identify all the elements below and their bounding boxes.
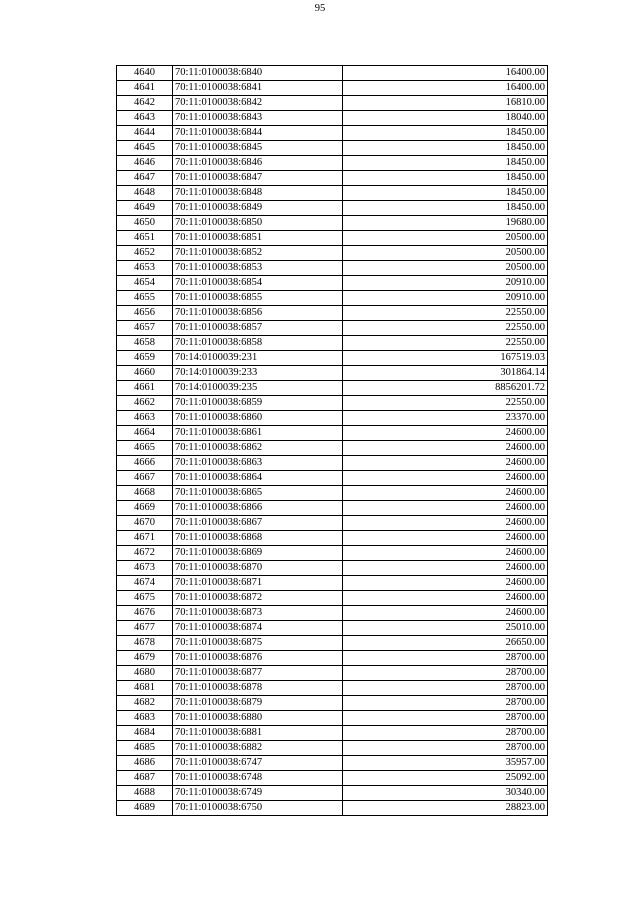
table-row	[117, 666, 548, 681]
page-number: 95	[314, 3, 326, 14]
value-cell: 28700.00	[343, 741, 548, 756]
row-number-cell: 4656	[117, 306, 173, 321]
cadastral-number-cell: 70:11:0100038:6869	[173, 546, 343, 561]
value-cell: 18450.00	[343, 171, 548, 186]
value-cell: 28700.00	[343, 681, 548, 696]
value-cell: 24600.00	[343, 486, 548, 501]
cadastral-number-cell: 70:14:0100039:233	[173, 366, 343, 381]
row-number-cell: 4670	[117, 516, 173, 531]
value-cell: 28700.00	[343, 726, 548, 741]
cadastral-number-cell: 70:11:0100038:6849	[173, 201, 343, 216]
value-cell: 18450.00	[343, 186, 548, 201]
table-row	[117, 651, 548, 666]
cadastral-number-cell: 70:11:0100038:6853	[173, 261, 343, 276]
cadastral-number-cell: 70:11:0100038:6881	[173, 726, 343, 741]
table-row	[117, 741, 548, 756]
cadastral-number-cell: 70:11:0100038:6857	[173, 321, 343, 336]
row-number-cell: 4653	[117, 261, 173, 276]
value-cell: 24600.00	[343, 606, 548, 621]
row-number-cell: 4686	[117, 756, 173, 771]
table-row	[117, 681, 548, 696]
table-row	[117, 276, 548, 291]
value-cell: 26650.00	[343, 636, 548, 651]
cadastral-number-cell: 70:11:0100038:6749	[173, 786, 343, 801]
cadastral-number-cell: 70:11:0100038:6846	[173, 156, 343, 171]
row-number-cell: 4659	[117, 351, 173, 366]
row-number-cell: 4650	[117, 216, 173, 231]
value-cell: 20500.00	[343, 231, 548, 246]
cadastral-number-cell: 70:11:0100038:6877	[173, 666, 343, 681]
row-number-cell: 4641	[117, 81, 173, 96]
cadastral-number-cell: 70:11:0100038:6867	[173, 516, 343, 531]
row-number-cell: 4655	[117, 291, 173, 306]
row-number-cell: 4654	[117, 276, 173, 291]
cadastral-number-cell: 70:11:0100038:6852	[173, 246, 343, 261]
value-cell: 22550.00	[343, 336, 548, 351]
value-cell: 18040.00	[343, 111, 548, 126]
table-row	[117, 156, 548, 171]
row-number-cell: 4664	[117, 426, 173, 441]
table-row	[117, 171, 548, 186]
row-number-cell: 4640	[117, 66, 173, 81]
value-cell: 28823.00	[343, 801, 548, 816]
value-cell: 24600.00	[343, 426, 548, 441]
cadastral-number-cell: 70:11:0100038:6870	[173, 561, 343, 576]
row-number-cell: 4685	[117, 741, 173, 756]
table-row	[117, 471, 548, 486]
row-number-cell: 4645	[117, 141, 173, 156]
value-cell: 20500.00	[343, 246, 548, 261]
value-cell: 25092.00	[343, 771, 548, 786]
cadastral-number-cell: 70:11:0100038:6842	[173, 96, 343, 111]
table-row	[117, 546, 548, 561]
value-cell: 18450.00	[343, 126, 548, 141]
cadastral-number-cell: 70:11:0100038:6859	[173, 396, 343, 411]
value-cell: 16400.00	[343, 81, 548, 96]
value-cell: 16400.00	[343, 66, 548, 81]
table-row	[117, 441, 548, 456]
row-number-cell: 4663	[117, 411, 173, 426]
row-number-cell: 4683	[117, 711, 173, 726]
value-cell: 35957.00	[343, 756, 548, 771]
table-row	[117, 516, 548, 531]
cadastral-number-cell: 70:11:0100038:6750	[173, 801, 343, 816]
table-row	[117, 591, 548, 606]
row-number-cell: 4679	[117, 651, 173, 666]
table-row	[117, 561, 548, 576]
value-cell: 28700.00	[343, 711, 548, 726]
table-row	[117, 711, 548, 726]
table-row	[117, 216, 548, 231]
table-row	[117, 531, 548, 546]
value-cell: 16810.00	[343, 96, 548, 111]
value-cell: 18450.00	[343, 156, 548, 171]
value-cell: 24600.00	[343, 546, 548, 561]
table-row	[117, 336, 548, 351]
table-row	[117, 486, 548, 501]
table-row	[117, 96, 548, 111]
cadastral-number-cell: 70:11:0100038:6878	[173, 681, 343, 696]
table-row	[117, 141, 548, 156]
value-cell: 24600.00	[343, 501, 548, 516]
row-number-cell: 4672	[117, 546, 173, 561]
cadastral-number-cell: 70:14:0100039:231	[173, 351, 343, 366]
cadastral-number-cell: 70:11:0100038:6866	[173, 501, 343, 516]
table-row	[117, 231, 548, 246]
cadastral-value-table	[116, 65, 548, 816]
cadastral-number-cell: 70:11:0100038:6868	[173, 531, 343, 546]
table-row	[117, 381, 548, 396]
cadastral-number-cell: 70:11:0100038:6862	[173, 441, 343, 456]
row-number-cell: 4657	[117, 321, 173, 336]
row-number-cell: 4681	[117, 681, 173, 696]
table-row	[117, 306, 548, 321]
cadastral-number-cell: 70:11:0100038:6840	[173, 66, 343, 81]
table-row	[117, 201, 548, 216]
table-row	[117, 456, 548, 471]
cadastral-number-cell: 70:11:0100038:6844	[173, 126, 343, 141]
table-row	[117, 636, 548, 651]
row-number-cell: 4689	[117, 801, 173, 816]
cadastral-number-cell: 70:11:0100038:6850	[173, 216, 343, 231]
table-row	[117, 366, 548, 381]
row-number-cell: 4647	[117, 171, 173, 186]
value-cell: 24600.00	[343, 441, 548, 456]
row-number-cell: 4648	[117, 186, 173, 201]
cadastral-number-cell: 70:11:0100038:6843	[173, 111, 343, 126]
table-row	[117, 246, 548, 261]
row-number-cell: 4687	[117, 771, 173, 786]
row-number-cell: 4662	[117, 396, 173, 411]
table-row	[117, 66, 548, 81]
cadastral-number-cell: 70:14:0100039:235	[173, 381, 343, 396]
cadastral-number-cell: 70:11:0100038:6875	[173, 636, 343, 651]
row-number-cell: 4643	[117, 111, 173, 126]
value-cell: 20910.00	[343, 276, 548, 291]
row-number-cell: 4677	[117, 621, 173, 636]
row-number-cell: 4671	[117, 531, 173, 546]
value-cell: 23370.00	[343, 411, 548, 426]
cadastral-number-cell: 70:11:0100038:6864	[173, 471, 343, 486]
table-row	[117, 396, 548, 411]
table-row	[117, 111, 548, 126]
value-cell: 22550.00	[343, 306, 548, 321]
row-number-cell: 4658	[117, 336, 173, 351]
value-cell: 167519.03	[343, 351, 548, 366]
value-cell: 28700.00	[343, 666, 548, 681]
value-cell: 24600.00	[343, 576, 548, 591]
value-cell: 301864.14	[343, 366, 548, 381]
value-cell: 22550.00	[343, 321, 548, 336]
value-cell: 19680.00	[343, 216, 548, 231]
row-number-cell: 4680	[117, 666, 173, 681]
row-number-cell: 4682	[117, 696, 173, 711]
row-number-cell: 4673	[117, 561, 173, 576]
row-number-cell: 4660	[117, 366, 173, 381]
cadastral-number-cell: 70:11:0100038:6748	[173, 771, 343, 786]
row-number-cell: 4674	[117, 576, 173, 591]
value-cell: 25010.00	[343, 621, 548, 636]
cadastral-number-cell: 70:11:0100038:6841	[173, 81, 343, 96]
table-row	[117, 771, 548, 786]
table-row	[117, 801, 548, 816]
row-number-cell: 4646	[117, 156, 173, 171]
cadastral-number-cell: 70:11:0100038:6856	[173, 306, 343, 321]
row-number-cell: 4668	[117, 486, 173, 501]
cadastral-number-cell: 70:11:0100038:6873	[173, 606, 343, 621]
value-cell: 20910.00	[343, 291, 548, 306]
row-number-cell: 4667	[117, 471, 173, 486]
cadastral-number-cell: 70:11:0100038:6871	[173, 576, 343, 591]
row-number-cell: 4665	[117, 441, 173, 456]
cadastral-number-cell: 70:11:0100038:6854	[173, 276, 343, 291]
row-number-cell: 4684	[117, 726, 173, 741]
row-number-cell: 4688	[117, 786, 173, 801]
table-row	[117, 426, 548, 441]
value-cell: 24600.00	[343, 531, 548, 546]
row-number-cell: 4675	[117, 591, 173, 606]
table-row	[117, 261, 548, 276]
cadastral-number-cell: 70:11:0100038:6858	[173, 336, 343, 351]
table-row	[117, 576, 548, 591]
table-row	[117, 756, 548, 771]
table-row	[117, 186, 548, 201]
cadastral-number-cell: 70:11:0100038:6851	[173, 231, 343, 246]
value-cell: 24600.00	[343, 561, 548, 576]
table-body	[117, 66, 548, 816]
cadastral-number-cell: 70:11:0100038:6860	[173, 411, 343, 426]
table-row	[117, 621, 548, 636]
table-row	[117, 501, 548, 516]
table-row	[117, 351, 548, 366]
cadastral-number-cell: 70:11:0100038:6861	[173, 426, 343, 441]
value-cell: 22550.00	[343, 396, 548, 411]
table-row	[117, 321, 548, 336]
row-number-cell: 4649	[117, 201, 173, 216]
cadastral-number-cell: 70:11:0100038:6847	[173, 171, 343, 186]
row-number-cell: 4651	[117, 231, 173, 246]
row-number-cell: 4661	[117, 381, 173, 396]
table-row	[117, 126, 548, 141]
row-number-cell: 4642	[117, 96, 173, 111]
cadastral-number-cell: 70:11:0100038:6874	[173, 621, 343, 636]
row-number-cell: 4676	[117, 606, 173, 621]
cadastral-number-cell: 70:11:0100038:6865	[173, 486, 343, 501]
table-row	[117, 411, 548, 426]
cadastral-number-cell: 70:11:0100038:6882	[173, 741, 343, 756]
row-number-cell: 4678	[117, 636, 173, 651]
value-cell: 24600.00	[343, 591, 548, 606]
table-row	[117, 81, 548, 96]
value-cell: 24600.00	[343, 471, 548, 486]
cadastral-number-cell: 70:11:0100038:6747	[173, 756, 343, 771]
cadastral-number-cell: 70:11:0100038:6880	[173, 711, 343, 726]
value-cell: 24600.00	[343, 516, 548, 531]
table-row	[117, 606, 548, 621]
value-cell: 20500.00	[343, 261, 548, 276]
cadastral-number-cell: 70:11:0100038:6872	[173, 591, 343, 606]
value-cell: 24600.00	[343, 456, 548, 471]
table-row	[117, 696, 548, 711]
value-cell: 28700.00	[343, 651, 548, 666]
cadastral-number-cell: 70:11:0100038:6845	[173, 141, 343, 156]
value-cell: 8856201.72	[343, 381, 548, 396]
row-number-cell: 4652	[117, 246, 173, 261]
cadastral-number-cell: 70:11:0100038:6855	[173, 291, 343, 306]
value-cell: 18450.00	[343, 201, 548, 216]
table-row	[117, 291, 548, 306]
row-number-cell: 4644	[117, 126, 173, 141]
value-cell: 28700.00	[343, 696, 548, 711]
value-cell: 30340.00	[343, 786, 548, 801]
table-row	[117, 786, 548, 801]
table-row	[117, 726, 548, 741]
row-number-cell: 4666	[117, 456, 173, 471]
row-number-cell: 4669	[117, 501, 173, 516]
cadastral-number-cell: 70:11:0100038:6876	[173, 651, 343, 666]
value-cell: 18450.00	[343, 141, 548, 156]
cadastral-number-cell: 70:11:0100038:6863	[173, 456, 343, 471]
cadastral-number-cell: 70:11:0100038:6848	[173, 186, 343, 201]
cadastral-number-cell: 70:11:0100038:6879	[173, 696, 343, 711]
